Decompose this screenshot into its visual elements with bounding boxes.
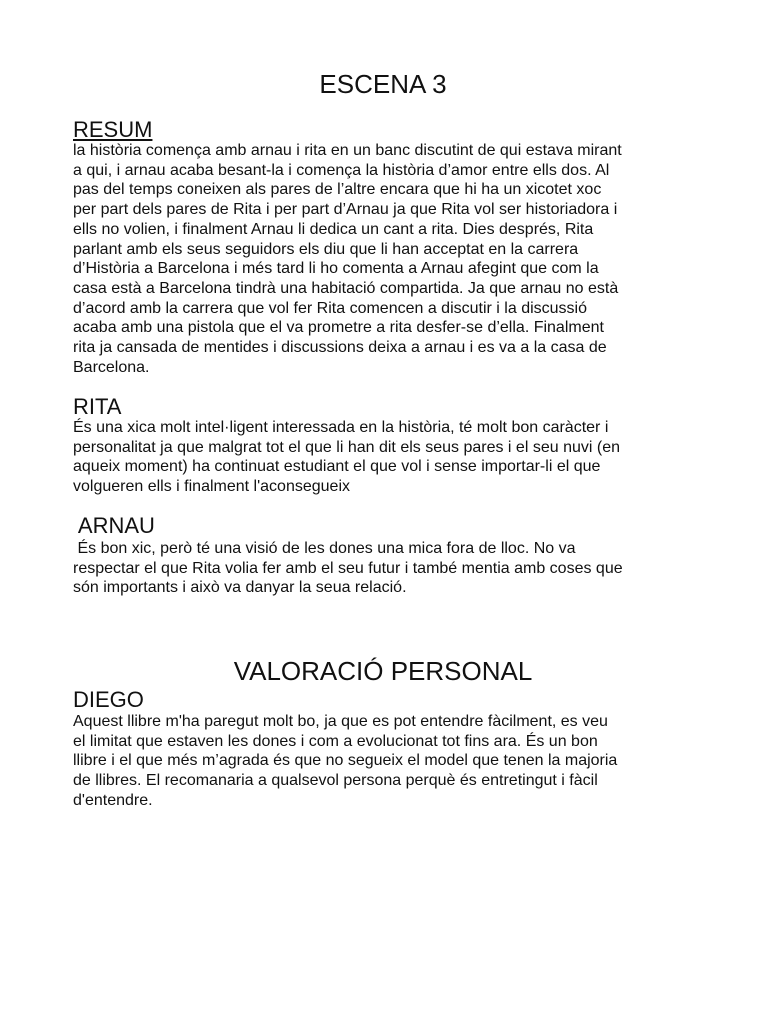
text-line: aqueix moment) ha continuat estudiant el que vol i sense importar-li el que	[73, 458, 601, 476]
summary-heading: RESUM	[73, 117, 153, 142]
text-line: rita ja cansada de mentides i discussions deixa a arnau i es va a la casa de	[73, 339, 607, 357]
text-line: volgueren ells i finalment l'aconsegueix	[73, 478, 350, 496]
text-line: d’Història a Barcelona i més tard li ho comenta a Arnau afegint que com la	[73, 260, 599, 278]
text-line: d’acord amb la carrera que vol fer Rita comencen a discutir i la discussió	[73, 299, 588, 317]
personal-review-title: VALORACIÓ PERSONAL	[233, 656, 533, 686]
arnau-heading: ARNAU	[73, 513, 155, 538]
diego-paragraph	[73, 712, 698, 811]
rita-heading: RITA	[73, 394, 122, 419]
rita-paragraph	[73, 418, 698, 497]
scene-title: ESCENA 3	[319, 69, 447, 99]
text-line: casa està a Barcelona tindrà una habitació compartida. Ja que arnau no està	[73, 279, 619, 297]
arnau-paragraph	[73, 539, 698, 598]
text-line: pas del temps coneixen als pares de l’altre encara que hi ha un xicotet xoc	[73, 181, 602, 199]
diego-heading: DIEGO	[73, 687, 144, 712]
text-line: llibre i el que més m’agrada és que no segueix el model que tenen la majoria	[73, 752, 618, 770]
text-line: respectar el que Rita volia fer amb el seu futur i també mentia amb coses que	[73, 559, 623, 577]
summary-paragraph	[73, 141, 698, 377]
text-line: d'entendre.	[73, 791, 153, 809]
text-line: són importants i això va danyar la seua relació.	[73, 579, 407, 597]
text-line: la història comença amb arnau i rita en un banc discutint de qui estava mirant	[73, 142, 622, 159]
text-line: És una xica molt intel·ligent interessada en la història, té molt bon caràcter i	[73, 419, 609, 436]
text-line: personalitat ja que malgrat tot el que li han dit els seus pares i el seu nuvi (en	[73, 438, 620, 456]
text-line: per part dels pares de Rita i per part d’Arnau ja que Rita vol ser historiadora i	[73, 201, 618, 219]
text-line: acaba amb una pistola que el va prometre a rita desfer-se d’ella. Finalment	[73, 319, 604, 337]
text-line: És bon xic, però té una visió de les dones una mica fora de lloc. No va	[73, 540, 576, 557]
text-line: a qui, i arnau acaba besant-la i comença la història d’amor entre ells dos. Al	[73, 161, 610, 179]
text-line: ells no volien, i finalment Arnau li dedica un cant a rita. Dies després, Rita	[73, 220, 594, 238]
text-line: el limitat que estaven les dones i com a evolucionat tot fins ara. És un bon	[73, 732, 598, 750]
text-line: parlant amb els seus seguidors els diu que li han acceptat en la carrera	[73, 240, 579, 258]
text-line: Barcelona.	[73, 358, 150, 376]
text-line: de llibres. El recomanaria a qualsevol persona perquè és entretingut i fàcil	[73, 772, 598, 790]
text-line: Aquest llibre m'ha paregut molt bo, ja que es pot entendre fàcilment, es veu	[73, 713, 608, 730]
